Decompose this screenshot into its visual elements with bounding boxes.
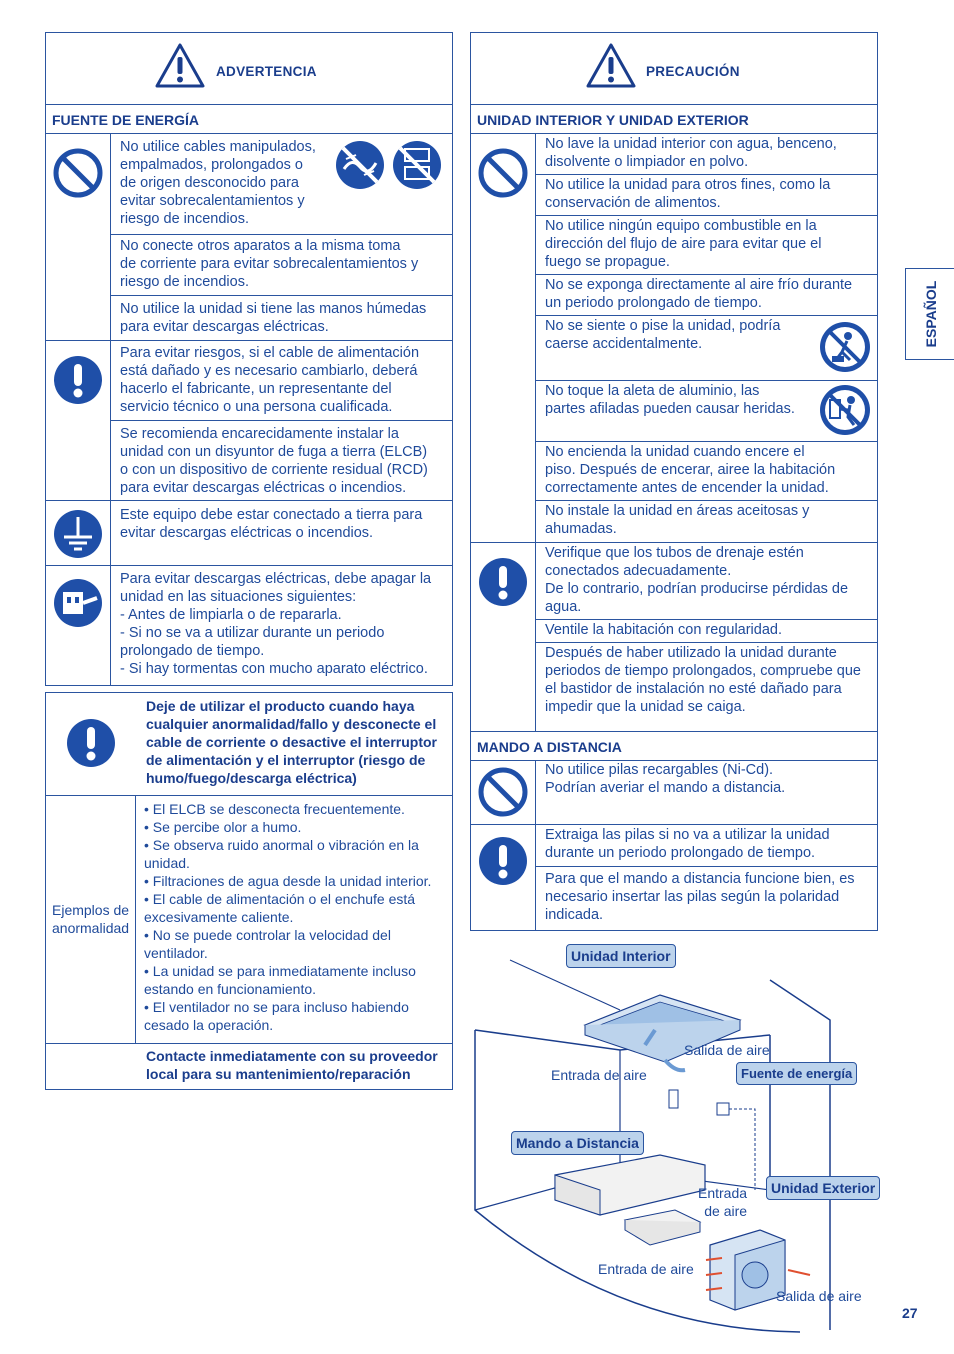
- caution-item-9: Verifique que los tubos de drenaje estén conectados adecuadamente. De lo contrario, podrían producirse pérdidas de agua.: [545, 545, 849, 615]
- caution-item-8: No instale la unidad en áreas aceitosas y ahumadas.: [545, 503, 810, 537]
- outlet-label-1: Salida de aire: [684, 1042, 770, 1058]
- power-callout: Fuente de energía: [736, 1062, 857, 1085]
- indoor-unit-callout: Unidad Interior: [566, 944, 676, 968]
- inlet-label-1: Entrada de aire: [551, 1067, 647, 1083]
- warning-item-2: No conecte otros aparatos a la misma toma de corriente para evitar sobrecalentamientos y riesgo de incendios.: [120, 238, 419, 290]
- abnormality-examples: • El ELCB se desconecta frecuentemente. • Se percibe olor a humo. • Se observa ruido anormal o vibración en la unidad. • Filtraciones de agua desde la unidad interior. • El cable de alimentación o el enchufe está excesivamente caliente. • No se puede controlar la velocidad del ventilador. • La unidad se para inmediatamente incluso estando en funcionamiento. • El ventilador no se para incluso habiendo cesado la operación.: [144, 801, 432, 1033]
- caution-item-4: No se exponga directamente al aire frío durante un periodo prolongado de tiempo.: [545, 277, 853, 311]
- caution-item-11: Después de haber utilizado la unidad durante periodos de tiempo prolongados, compruebe que el bastidor de instalación no esté dañado para impedir que la unidad se caiga.: [545, 645, 861, 715]
- no-touch-fin-icon: [818, 383, 872, 437]
- outlet-label-2: Salida de aire: [776, 1288, 862, 1304]
- caution-item-5: No se siente o pise la unidad, podría caerse accidentalmente.: [545, 318, 781, 352]
- caution-item-6: No toque la aleta de aluminio, las partes afiladas pueden causar heridas.: [545, 383, 795, 417]
- prohibited-icon: [478, 767, 528, 817]
- unplug-icon: [53, 578, 103, 628]
- mandatory-icon: [478, 836, 528, 886]
- ground-icon: [53, 509, 103, 559]
- caution-item-7: No encienda la unidad cuando encere el piso. Después de encerar, airee la habitación correctamente antes de encender la unidad.: [545, 444, 836, 496]
- stop-use-text: Deje de utilizar el producto cuando haya cualquier anormalidad/fallo y desconecte el cable de corriente o desactive el interruptor de alimentación y el interruptor (riesgo de humo/fuego/descarga eléctrica): [146, 698, 437, 786]
- mandatory-icon: [478, 557, 528, 607]
- abnormality-label: Ejemplos de anormalidad: [52, 902, 130, 936]
- caution-item-1: No lave la unidad interior con agua, benceno, disolvente o limpiador en polvo.: [545, 136, 837, 170]
- remote-section-title: MANDO A DISTANCIA: [477, 739, 622, 755]
- page-number: 27: [902, 1305, 918, 1321]
- caution-item-3: No utilice ningún equipo combustible en la dirección del flujo de aire para evitar que el fuego se propague.: [545, 218, 822, 270]
- warning-item-1: No utilice cables manipulados, empalmados, prolongados o de origen desconocido para evitar sobrecalentamientos y riesgo de incendios.: [120, 139, 316, 227]
- caution-header: PRECAUCIÓN: [646, 64, 740, 79]
- prohibited-icon: [53, 148, 103, 198]
- inlet-label-3: Entrada de aire: [598, 1261, 694, 1277]
- warning-header: ADVERTENCIA: [216, 64, 317, 79]
- caution-item-10: Ventile la habitación con regularidad.: [545, 622, 782, 638]
- mandatory-icon: [53, 355, 103, 405]
- no-tampered-cable-icon: [334, 139, 386, 191]
- warning-triangle-icon: [155, 42, 205, 90]
- warning-item-6: Este equipo debe estar conectado a tierra para evitar descargas eléctricas o incendios.: [120, 507, 423, 541]
- caution-triangle-icon: [586, 42, 636, 90]
- no-multi-plug-icon: [391, 139, 443, 191]
- prohibited-icon: [478, 148, 528, 198]
- warning-item-3: No utilice la unidad si tiene las manos húmedas para evitar descargas eléctricas.: [120, 301, 427, 335]
- power-section-title: FUENTE DE ENERGÍA: [52, 112, 200, 128]
- inlet-label-2: Entrada de aire: [698, 1185, 748, 1219]
- no-step-icon: [818, 320, 872, 374]
- contact-text: Contacte inmediatamente con su proveedor local para su mantenimiento/reparación: [146, 1048, 438, 1082]
- warning-item-7: Para evitar descargas eléctricas, debe apagar la unidad en las situaciones siguientes: - Antes de limpiarla o de repararla. - Si no se va a utilizar durante un periodo prolongado de tiempo. - Si hay tormentas con mucho aparato eléctrico.: [120, 571, 432, 677]
- units-section-title: UNIDAD INTERIOR Y UNIDAD EXTERIOR: [477, 112, 749, 128]
- warning-item-5: Se recomienda encarecidamente instalar la unidad con un disyuntor de fuga a tierra (ELCB) o con un dispositivo de corriente residual (RCD) para evitar descargas eléctricas o incendios.: [120, 426, 428, 496]
- caution-item-2: No utilice la unidad para otros fines, como la conservación de alimentos.: [545, 177, 831, 211]
- language-tab-label: ESPAÑOL: [923, 280, 939, 348]
- remote-callout: Mando a Distancia: [511, 1131, 644, 1155]
- remote-item-2: Extraiga las pilas si no va a utilizar la unidad durante un periodo prolongado de tiempo.: [545, 827, 830, 861]
- outdoor-unit-callout: Unidad Exterior: [766, 1176, 880, 1200]
- remote-item-1: No utilice pilas recargables (Ni-Cd). Podrían averiar el mando a distancia.: [545, 762, 786, 796]
- mandatory-icon: [66, 718, 118, 770]
- warning-item-4: Para evitar riesgos, si el cable de alimentación está dañado y es necesario cambiarlo, deberá hacerlo el fabricante, un representante del servicio técnico o una persona cualificada.: [120, 345, 420, 415]
- remote-item-3: Para que el mando a distancia funcione bien, es necesario insertar las pilas según la polaridad indicada.: [545, 871, 855, 923]
